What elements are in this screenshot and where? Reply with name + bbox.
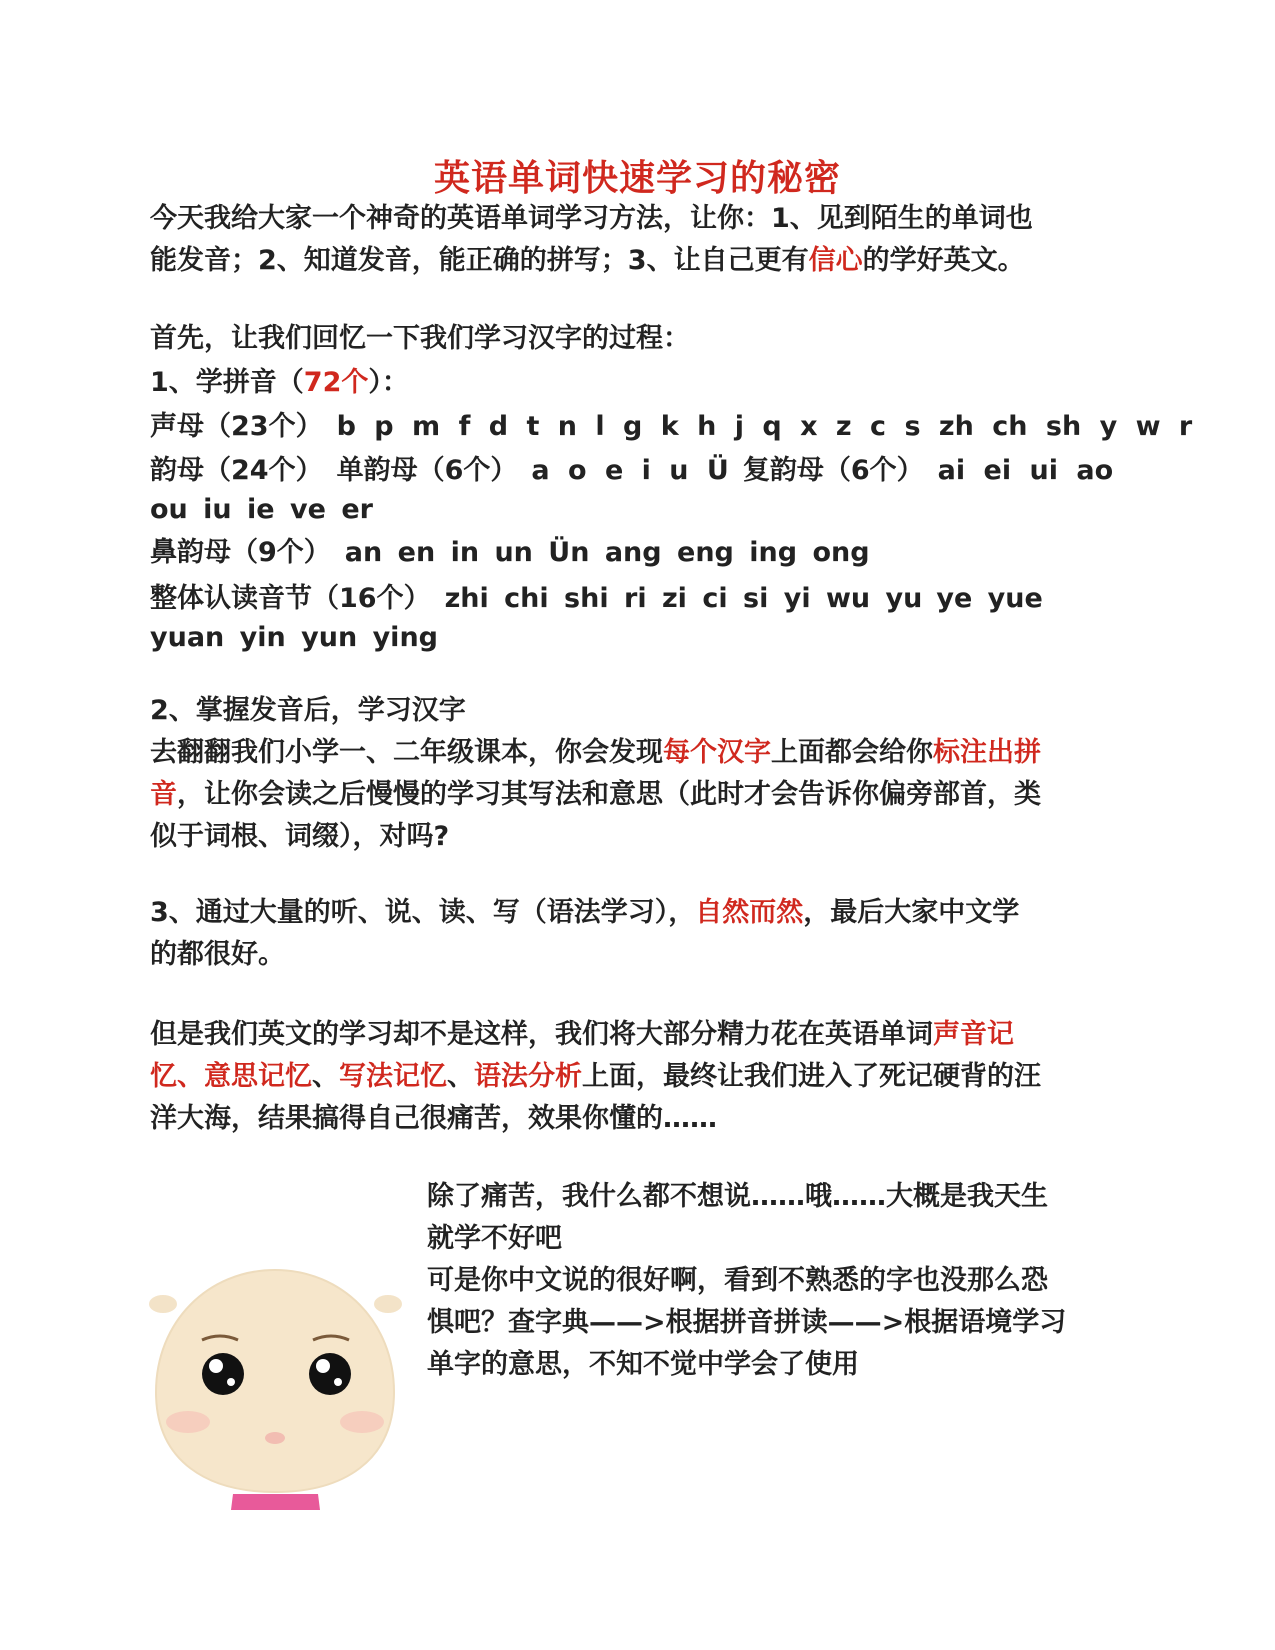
but-line-1: [150, 1014, 1110, 1056]
highlight-confidence: 信心: [808, 245, 863, 276]
side-line-3: 可是你中文说的很好啊，看到不熟悉的字也没那么恐: [427, 1265, 1048, 1296]
left-eye-shine: [209, 1359, 223, 1373]
intro-text: 能发音；2、知道发音，能正确的拼写；3、让自己更有: [150, 245, 809, 276]
step3-line-2: 的都很好。: [150, 939, 285, 970]
highlight-sound-memory: 声音记: [933, 1019, 1014, 1050]
shengmu-label: 声母（23个）: [150, 411, 323, 442]
left-ear: [149, 1295, 177, 1313]
first-heading: 首先，让我们回忆一下我们学习汉字的过程：: [150, 323, 690, 354]
whole-items: zhi chi shi ri zi ci si yi wu yu: [444, 583, 923, 614]
single-yunmu-items: a o e i u Ü: [531, 455, 729, 486]
intro-line-2: [150, 240, 1110, 282]
nasal-line: [150, 532, 1110, 574]
step2-section: [150, 690, 1110, 858]
left-eye-shine-small: [227, 1378, 235, 1386]
side-line-4: 惧吧？查字典——>根据拼音拼读——>根据语境学习: [427, 1307, 1067, 1338]
step3-text-b: ，最后大家中文学: [803, 897, 1020, 928]
face-head: [156, 1270, 394, 1492]
nasal-label: 鼻韵母（9个）: [150, 537, 331, 568]
compound-yunmu-items: ai ei ui ao: [937, 455, 1114, 486]
yunmu-line: [150, 450, 1114, 492]
but-text-a: 但是我们英文的学习却不是这样，我们将大部分精力花在英语单词: [150, 1019, 933, 1050]
highlight-meaning-memory: 忆、意思记忆: [150, 1061, 312, 1092]
left-eye: [202, 1353, 244, 1395]
pink-collar: [231, 1494, 320, 1510]
shengmu-items: b p m f d t n l g k h j q x z c s zh ch sh y w r: [336, 411, 1193, 442]
but-line-2: [150, 1056, 1110, 1098]
step1-suffix: ）：: [368, 367, 409, 398]
yunmu-label: 韵母（24个）: [150, 455, 323, 486]
whole-items-b: ye yue: [936, 583, 1043, 614]
step2-line-1: [150, 732, 1110, 774]
side-text: [427, 1176, 1117, 1386]
step1-heading: [150, 362, 1110, 404]
but-line-3: 洋大海，结果搞得自己很痛苦，效果你懂的……: [150, 1103, 717, 1134]
highlight-pinyin-mark: 标注出拼: [933, 737, 1041, 768]
nasal-items: an en in un Ün ang eng ing ong: [344, 537, 870, 568]
pinyin-section: [150, 318, 1193, 656]
step2-text-c: ，让你会读之后慢慢的学习其写法和意思（此时才会告诉你偏旁部首，类: [177, 779, 1041, 810]
single-yunmu-label: 单韵母（6个）: [336, 455, 518, 486]
step3-section: [150, 892, 1110, 976]
step2-heading: 2、掌握发音后，学习汉字: [150, 695, 466, 726]
step2-line-2: [150, 774, 1110, 816]
side-line-1: 除了痛苦，我什么都不想说……哦……大概是我天生: [427, 1181, 1048, 1212]
step2-text-a: 去翻翻我们小学一、二年级课本，你会发现: [150, 737, 663, 768]
highlight-each-char: 每个汉字: [663, 737, 771, 768]
right-eye: [309, 1353, 351, 1395]
compound-yunmu-items-2: ou iu ie ve er: [150, 494, 373, 525]
highlight-pinyin-mark-end: 音: [150, 779, 177, 810]
intro-line-1: 今天我给大家一个神奇的英语单词学习方法，让你：1、见到陌生的单词也: [150, 203, 1033, 234]
side-line-2: 就学不好吧: [427, 1223, 562, 1254]
intro-paragraph: [150, 198, 1110, 282]
right-blush: [340, 1411, 384, 1433]
highlight-writing-memory: 写法记忆: [339, 1061, 447, 1092]
shengmu-line: [150, 406, 1193, 448]
step3-line-1: [150, 892, 1110, 934]
compound-yunmu-label: 复韵母（6个）: [742, 455, 924, 486]
right-ear: [374, 1295, 402, 1313]
but-sep-2: 、: [447, 1061, 474, 1092]
but-section: [150, 1014, 1110, 1140]
highlight-grammar: 语法分析: [474, 1061, 582, 1092]
step2-line-3: 似于词根、词缀），对吗?: [150, 821, 450, 852]
whole-label: 整体认读音节（16个）: [150, 583, 431, 614]
step1-count: 72个: [303, 367, 369, 398]
but-sep-1: 、: [312, 1061, 339, 1092]
step2-text-b: 上面都会给你: [771, 737, 933, 768]
mouth: [265, 1432, 285, 1444]
intro-text-end: 的学好英文。: [862, 245, 1025, 276]
highlight-naturally: 自然而然: [695, 897, 804, 928]
right-eye-shine-small: [334, 1378, 342, 1386]
right-eye-shine: [316, 1359, 330, 1373]
step1-prefix: 1、学拼音（: [150, 367, 304, 398]
step3-text-a: 3、通过大量的听、说、读、写（语法学习），: [150, 897, 696, 928]
whole-line: [150, 578, 1110, 620]
left-blush: [166, 1411, 210, 1433]
sad-face-illustration: [148, 1262, 403, 1510]
but-text-b: 上面，最终让我们进入了死记硬背的汪: [582, 1061, 1041, 1092]
whole-items-2: yuan yin yun ying: [150, 622, 438, 653]
side-line-5: 单字的意思，不知不觉中学会了使用: [427, 1349, 859, 1380]
page-title: 英语单词快速学习的秘密: [433, 158, 841, 199]
